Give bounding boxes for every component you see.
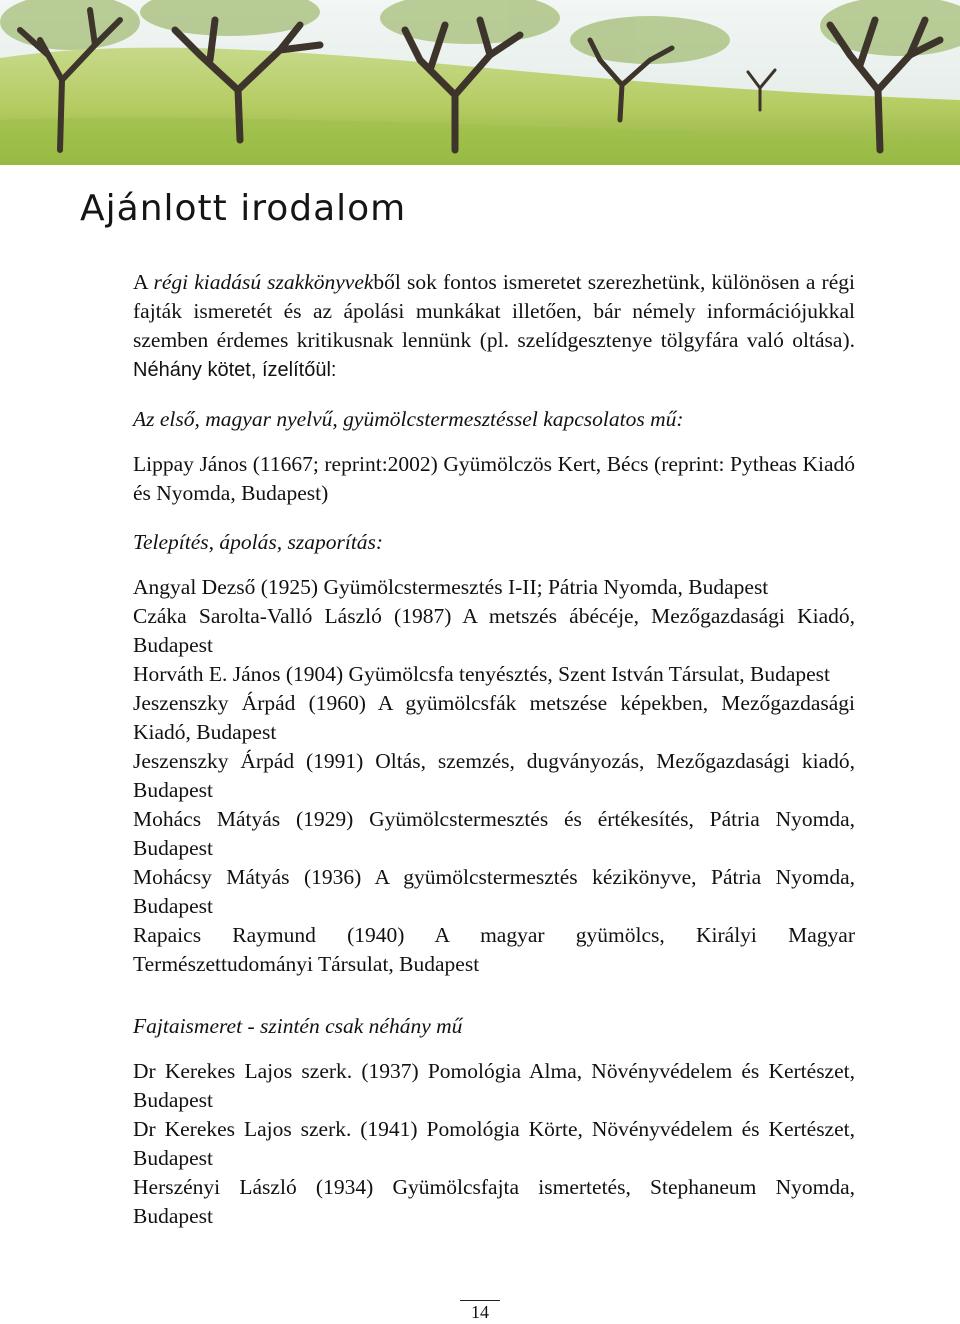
orchard-banner-image: [0, 0, 960, 165]
page-number: 14: [471, 1302, 489, 1322]
page-title: Ajánlott irodalom: [80, 188, 407, 229]
intro-text-3: Néhány kötet, ízelítőül:: [133, 359, 337, 381]
page-number-rule: [460, 1300, 500, 1301]
reference-entry: Lippay János (11667; reprint:2002) Gyümölczös Kert, Bécs (reprint: Pytheas Kiadó és Nyomda, Budapest): [133, 452, 855, 505]
reference-entry: Dr Kerekes Lajos szerk. (1941) Pomológia Körte, Növényvédelem és Kertészet, Budapest: [133, 1117, 855, 1170]
reference-entry: Mohácsy Mátyás (1936) A gyümölcstermesztés kézikönyve, Pátria Nyomda, Budapest: [133, 865, 855, 918]
section-heading-first-work: Az első, magyar nyelvű, gyümölcstermesztéssel kapcsolatos mű:: [133, 407, 684, 431]
intro-emphasis: régi kiadású szakkönyvek: [153, 270, 374, 294]
reference-entry: Jeszenszky Árpád (1991) Oltás, szemzés, dugványozás, Mezőgazdasági kiadó, Budapest: [133, 749, 855, 802]
intro-text-1: A: [133, 270, 154, 294]
reference-entry: Jeszenszky Árpád (1960) A gyümölcsfák metszése képekben, Mezőgazdasági Kiadó, Budapest: [133, 691, 855, 744]
reference-entry: Czáka Sarolta-Valló László (1987) A metszés ábécéje, Mezőgazdasági Kiadó, Budapest: [133, 604, 855, 657]
reference-entry: Mohács Mátyás (1929) Gyümölcstermesztés és értékesítés, Pátria Nyomda, Budapest: [133, 807, 855, 860]
reference-entry: Herszényi László (1934) Gyümölcsfajta ismertetés, Stephaneum Nyomda, Budapest: [133, 1175, 855, 1228]
intro-text-2: ből sok fontos ismeretet szerezhetünk, különösen a régi fajták ismeretét és az ápolási munkákat illetően, bár némely információjukkal szemben érdemes kritikusnak lennünk (pl. szelídgesztenye tölgyfára való oltása).: [133, 270, 855, 352]
reference-entry: Horváth E. János (1904) Gyümölcsfa tenyésztés, Szent István Társulat, Budapest: [133, 662, 830, 686]
reference-entry: Angyal Dezső (1925) Gyümölcstermesztés I-II; Pátria Nyomda, Budapest: [133, 575, 769, 599]
reference-entry: Dr Kerekes Lajos szerk. (1937) Pomológia Alma, Növényvédelem és Kertészet, Budapest: [133, 1059, 855, 1112]
section-heading-planting: Telepítés, ápolás, szaporítás:: [133, 530, 384, 554]
section-heading-varieties: Fajtaismeret - szintén csak néhány mű: [133, 1014, 463, 1038]
reference-entry: Rapaics Raymund (1940) A magyar gyümölcs, Királyi Magyar Természettudományi Társulat, Budapest: [133, 923, 855, 976]
intro-paragraph: [133, 268, 855, 385]
document-body: [133, 268, 855, 1231]
